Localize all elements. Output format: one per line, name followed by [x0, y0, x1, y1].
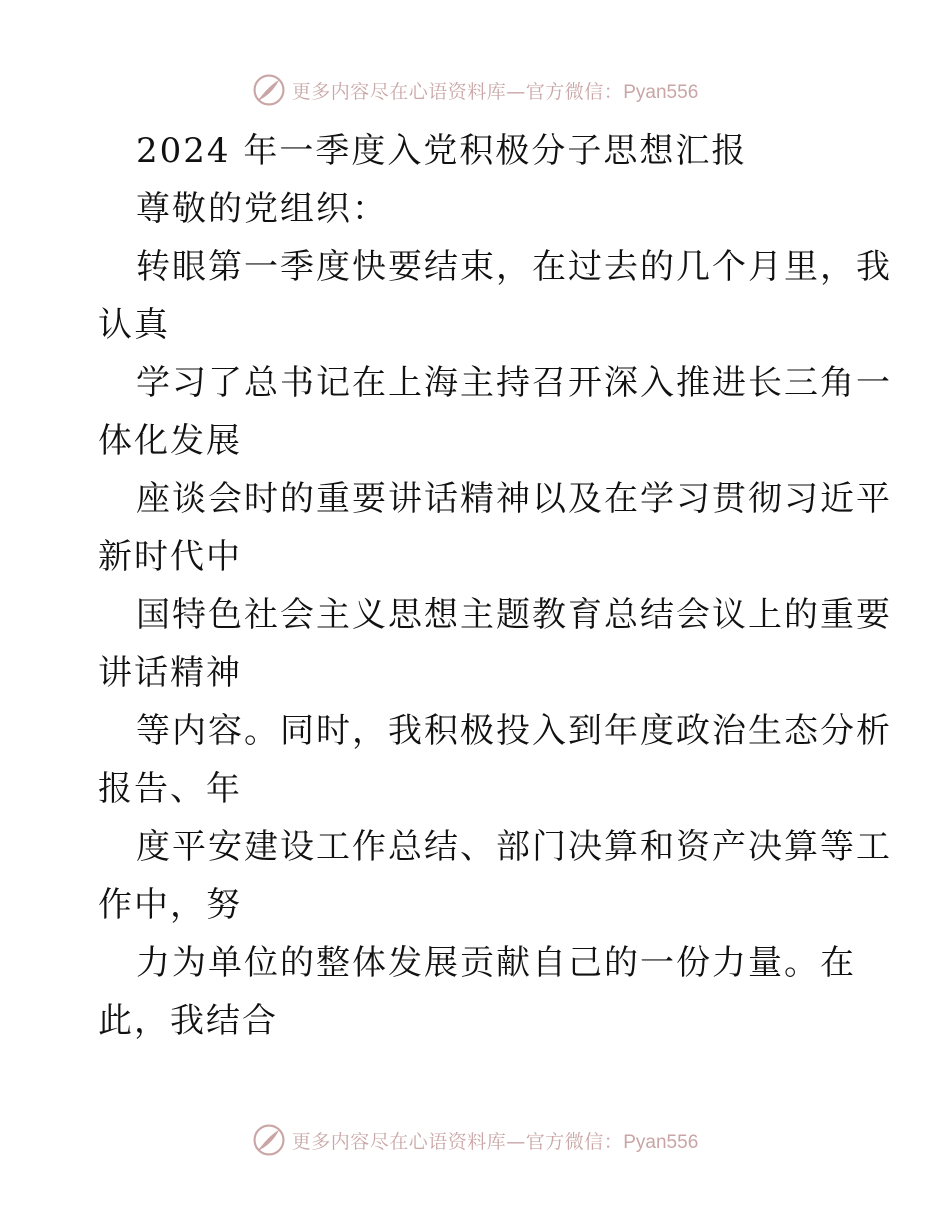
- watermark-text: [292, 1127, 699, 1154]
- footer-watermark: [0, 1120, 950, 1160]
- text-line: 新时代中: [98, 537, 242, 577]
- header-watermark: [0, 70, 950, 110]
- watermark-account: Pyan556: [623, 1131, 699, 1153]
- feather-pen-logo-icon: [252, 1123, 286, 1157]
- text-line: 度平安建设工作总结、部门决算和资产决算等工: [136, 827, 892, 867]
- text-line: 等内容。同时，我积极投入到年度政治生态分析: [136, 711, 892, 751]
- text-line: 讲话精神: [98, 653, 242, 693]
- text-line: 认真: [98, 305, 170, 345]
- document-title: 2024 年一季度入党积极分子思想汇报: [136, 131, 748, 171]
- text-line: 座谈会时的重要讲话精神以及在学习贯彻习近平: [136, 479, 892, 519]
- text-line: 尊敬的党组织：: [136, 189, 388, 229]
- text-line: 学习了总书记在上海主持召开深入推进长三角一: [136, 363, 892, 403]
- text-line: 转眼第一季度快要结束，在过去的几个月里，我: [136, 247, 892, 287]
- text-line: 作中，努: [98, 885, 242, 925]
- watermark-text: [292, 77, 699, 104]
- text-line: 报告、年: [98, 769, 242, 809]
- text-line: 力为单位的整体发展贡献自己的一份力量。在: [136, 943, 856, 983]
- feather-pen-logo-icon: [252, 73, 286, 107]
- watermark-label: 更多内容尽在心语资料库—官方微信：: [291, 80, 624, 103]
- watermark-account: Pyan556: [623, 81, 699, 103]
- text-line: 体化发展: [98, 421, 242, 461]
- text-line: 此，我结合: [98, 1001, 278, 1041]
- document-body: [98, 122, 892, 1050]
- text-line: 国特色社会主义思想主题教育总结会议上的重要: [136, 595, 892, 635]
- watermark-label: 更多内容尽在心语资料库—官方微信：: [291, 1130, 624, 1153]
